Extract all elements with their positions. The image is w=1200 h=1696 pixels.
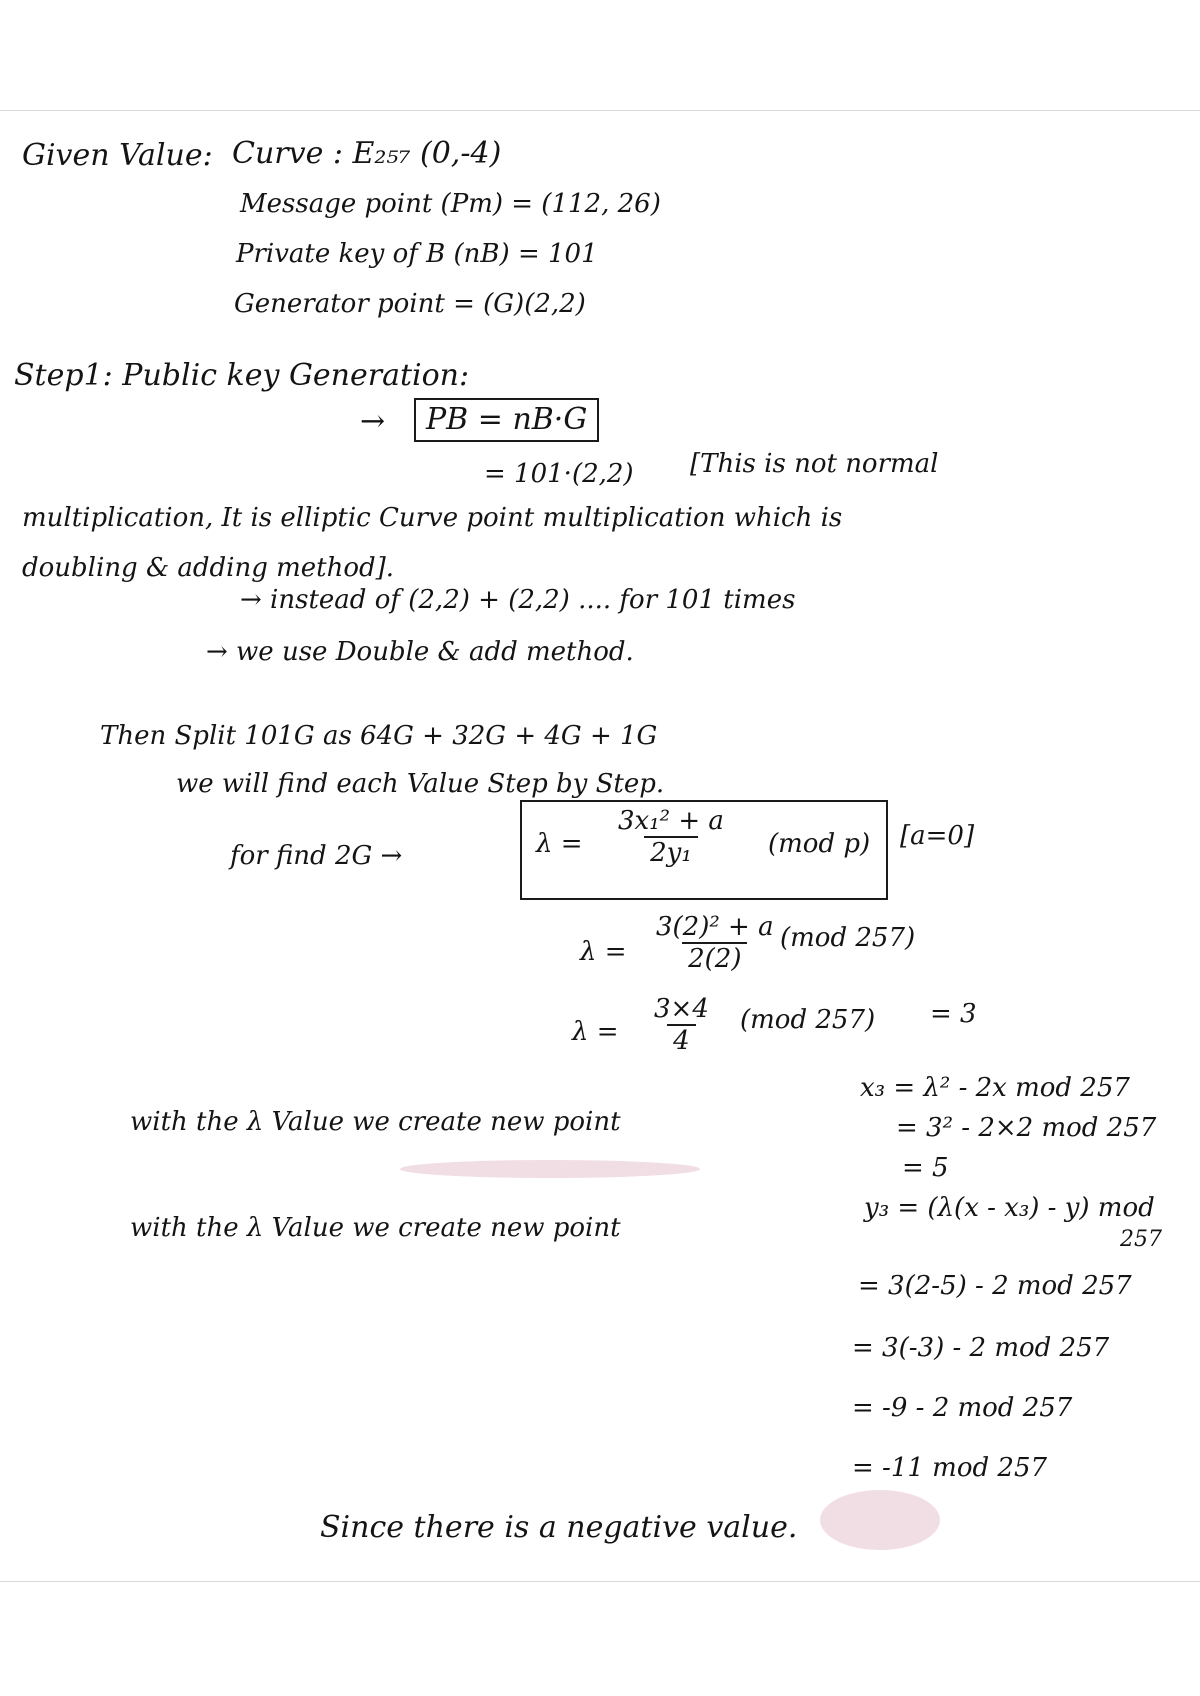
lambda-mod: (mod p) <box>768 829 871 859</box>
step-by-step-line: we will find each Value Step by Step. <box>176 769 665 799</box>
message-point: Message point (Pm) = (112, 26) <box>240 189 661 219</box>
curve-definition: Curve : E₂₅₇ (0,-4) <box>232 136 502 171</box>
lambda-calc-1-denominator: 2(2) <box>682 942 747 974</box>
y3-eq-2: = 3(2-5) - 2 mod 257 <box>858 1271 1132 1301</box>
scan-speck <box>400 1160 700 1178</box>
lambda-calc-1-fraction <box>650 912 780 974</box>
y3-eq-3: = 3(-3) - 2 mod 257 <box>852 1333 1110 1363</box>
note-line-1: [This is not normal <box>690 449 939 479</box>
double-add-line: → we use Double & add method. <box>206 637 634 667</box>
private-key: Private key of B (nB) = 101 <box>236 239 598 269</box>
split-line: Then Split 101G as 64G + 32G + 4G + 1G <box>100 721 658 751</box>
instead-of-line: → instead of (2,2) + (2,2) .... for 101 times <box>240 585 796 615</box>
lambda-calc-2-result: = 3 <box>930 999 977 1029</box>
lambda-calc-1-mod: (mod 257) <box>780 923 916 953</box>
x3-eq-2: = 3² - 2×2 mod 257 <box>896 1113 1157 1143</box>
lambda-symbol: λ = <box>536 829 583 859</box>
y3-eq-1: y₃ = (λ(x - x₃) - y) mod <box>864 1193 1155 1223</box>
lambda-calc-1-prefix: λ = <box>580 937 627 967</box>
lambda-calc-2-mod: (mod 257) <box>740 1005 876 1035</box>
lambda-calc-1-numerator: 3(2)² + a <box>656 912 774 942</box>
step1-heading: Step1: Public key Generation: <box>14 358 470 393</box>
y3-eq-1-subscript: 257 <box>1120 1227 1162 1252</box>
x3-eq-1: x₃ = λ² - 2x mod 257 <box>860 1073 1130 1103</box>
lambda-formula-fraction <box>612 806 730 868</box>
y3-intro: with the λ Value we create new point <box>130 1213 621 1243</box>
y3-eq-4: = -9 - 2 mod 257 <box>852 1393 1073 1423</box>
given-label: Given Value: <box>22 138 213 173</box>
note-line-3: doubling & adding method]. <box>22 553 395 583</box>
public-key-formula: PB = nB·G <box>414 398 599 442</box>
lambda-numerator: 3x₁² + a <box>618 806 724 836</box>
find-2g-label: for find 2G → <box>230 841 403 871</box>
lambda-calc-2-fraction <box>648 994 715 1056</box>
note-line-2: multiplication, It is elliptic Curve point multiplication which is <box>22 503 843 533</box>
closing-line: Since there is a negative value. <box>320 1510 798 1545</box>
public-key-substitution: = 101·(2,2) <box>484 459 634 489</box>
y3-eq-5: = -11 mod 257 <box>852 1453 1048 1483</box>
x3-intro: with the λ Value we create new point <box>130 1107 621 1137</box>
lambda-denominator: 2y₁ <box>644 836 698 868</box>
arrow-glyph: → <box>360 404 386 439</box>
generator-point: Generator point = (G)(2,2) <box>234 289 586 319</box>
scan-speck <box>820 1490 940 1550</box>
a-value: [a=0] <box>900 821 975 851</box>
lambda-calc-2-prefix: λ = <box>572 1017 619 1047</box>
lambda-calc-2-numerator: 3×4 <box>654 994 709 1024</box>
lambda-calc-2-denominator: 4 <box>667 1024 696 1056</box>
x3-eq-3: = 5 <box>902 1153 949 1183</box>
